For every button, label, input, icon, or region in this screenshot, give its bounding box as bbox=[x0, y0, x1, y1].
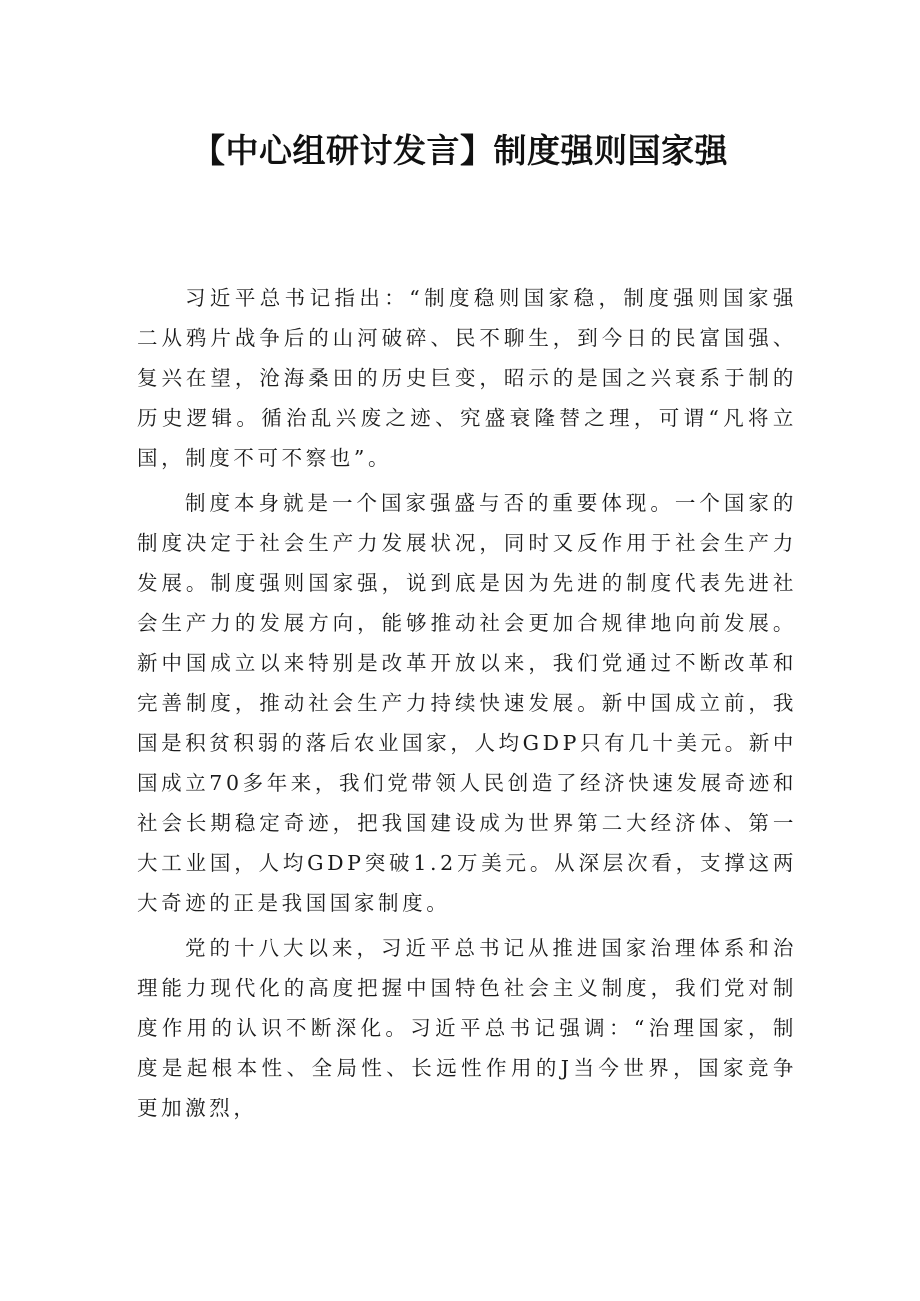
document-title: 【中心组研讨发言】制度强则国家强 bbox=[192, 131, 728, 170]
paragraph-2: 制度本身就是一个国家强盛与否的重要体现。一个国家的制度决定于社会生产力发展状况，同时又反作用于社会生产力发展。制度强则国家强，说到底是因为先进的制度代表先进社会生产力的发展方向，能够推动社会更加合规律地向前发展。新中国成立以来特别是改革开放以来，我们党通过不断改革和完善制度，推动社会生产力持续快速发展。新中国成立前，我国是积贫积弱的落后农业国家，人均GDP只有几十美元。新中国成立70多年来，我们党带领人民创造了经济快速发展奇迹和社会长期稳定奇迹，把我国建设成为世界第二大经济体、第一大工业国，人均GDP突破1.2万美元。从深层次看，支撑这两大奇迹的正是我国国家制度。 bbox=[137, 491, 797, 915]
paragraph-3: 党的十八大以来，习近平总书记从推进国家治理体系和治理能力现代化的高度把握中国特色社会主义制度，我们党对制度作用的认识不断深化。习近平总书记强调：“治理国家，制度是起根本性、全局性、长远性作用的J当今世界，国家竞争更加激烈， bbox=[137, 936, 797, 1120]
document-body bbox=[137, 278, 797, 1128]
paragraph-1: 习近平总书记指出：“制度稳则国家稳，制度强则国家强二从鸦片战争后的山河破碎、民不聊生，到今日的民富国强、复兴在望，沧海桑田的历史巨变，昭示的是国之兴衰系于制的历史逻辑。循治乱兴废之迹、究盛衰隆替之理，可谓“凡将立国，制度不可不察也”。 bbox=[137, 286, 797, 470]
